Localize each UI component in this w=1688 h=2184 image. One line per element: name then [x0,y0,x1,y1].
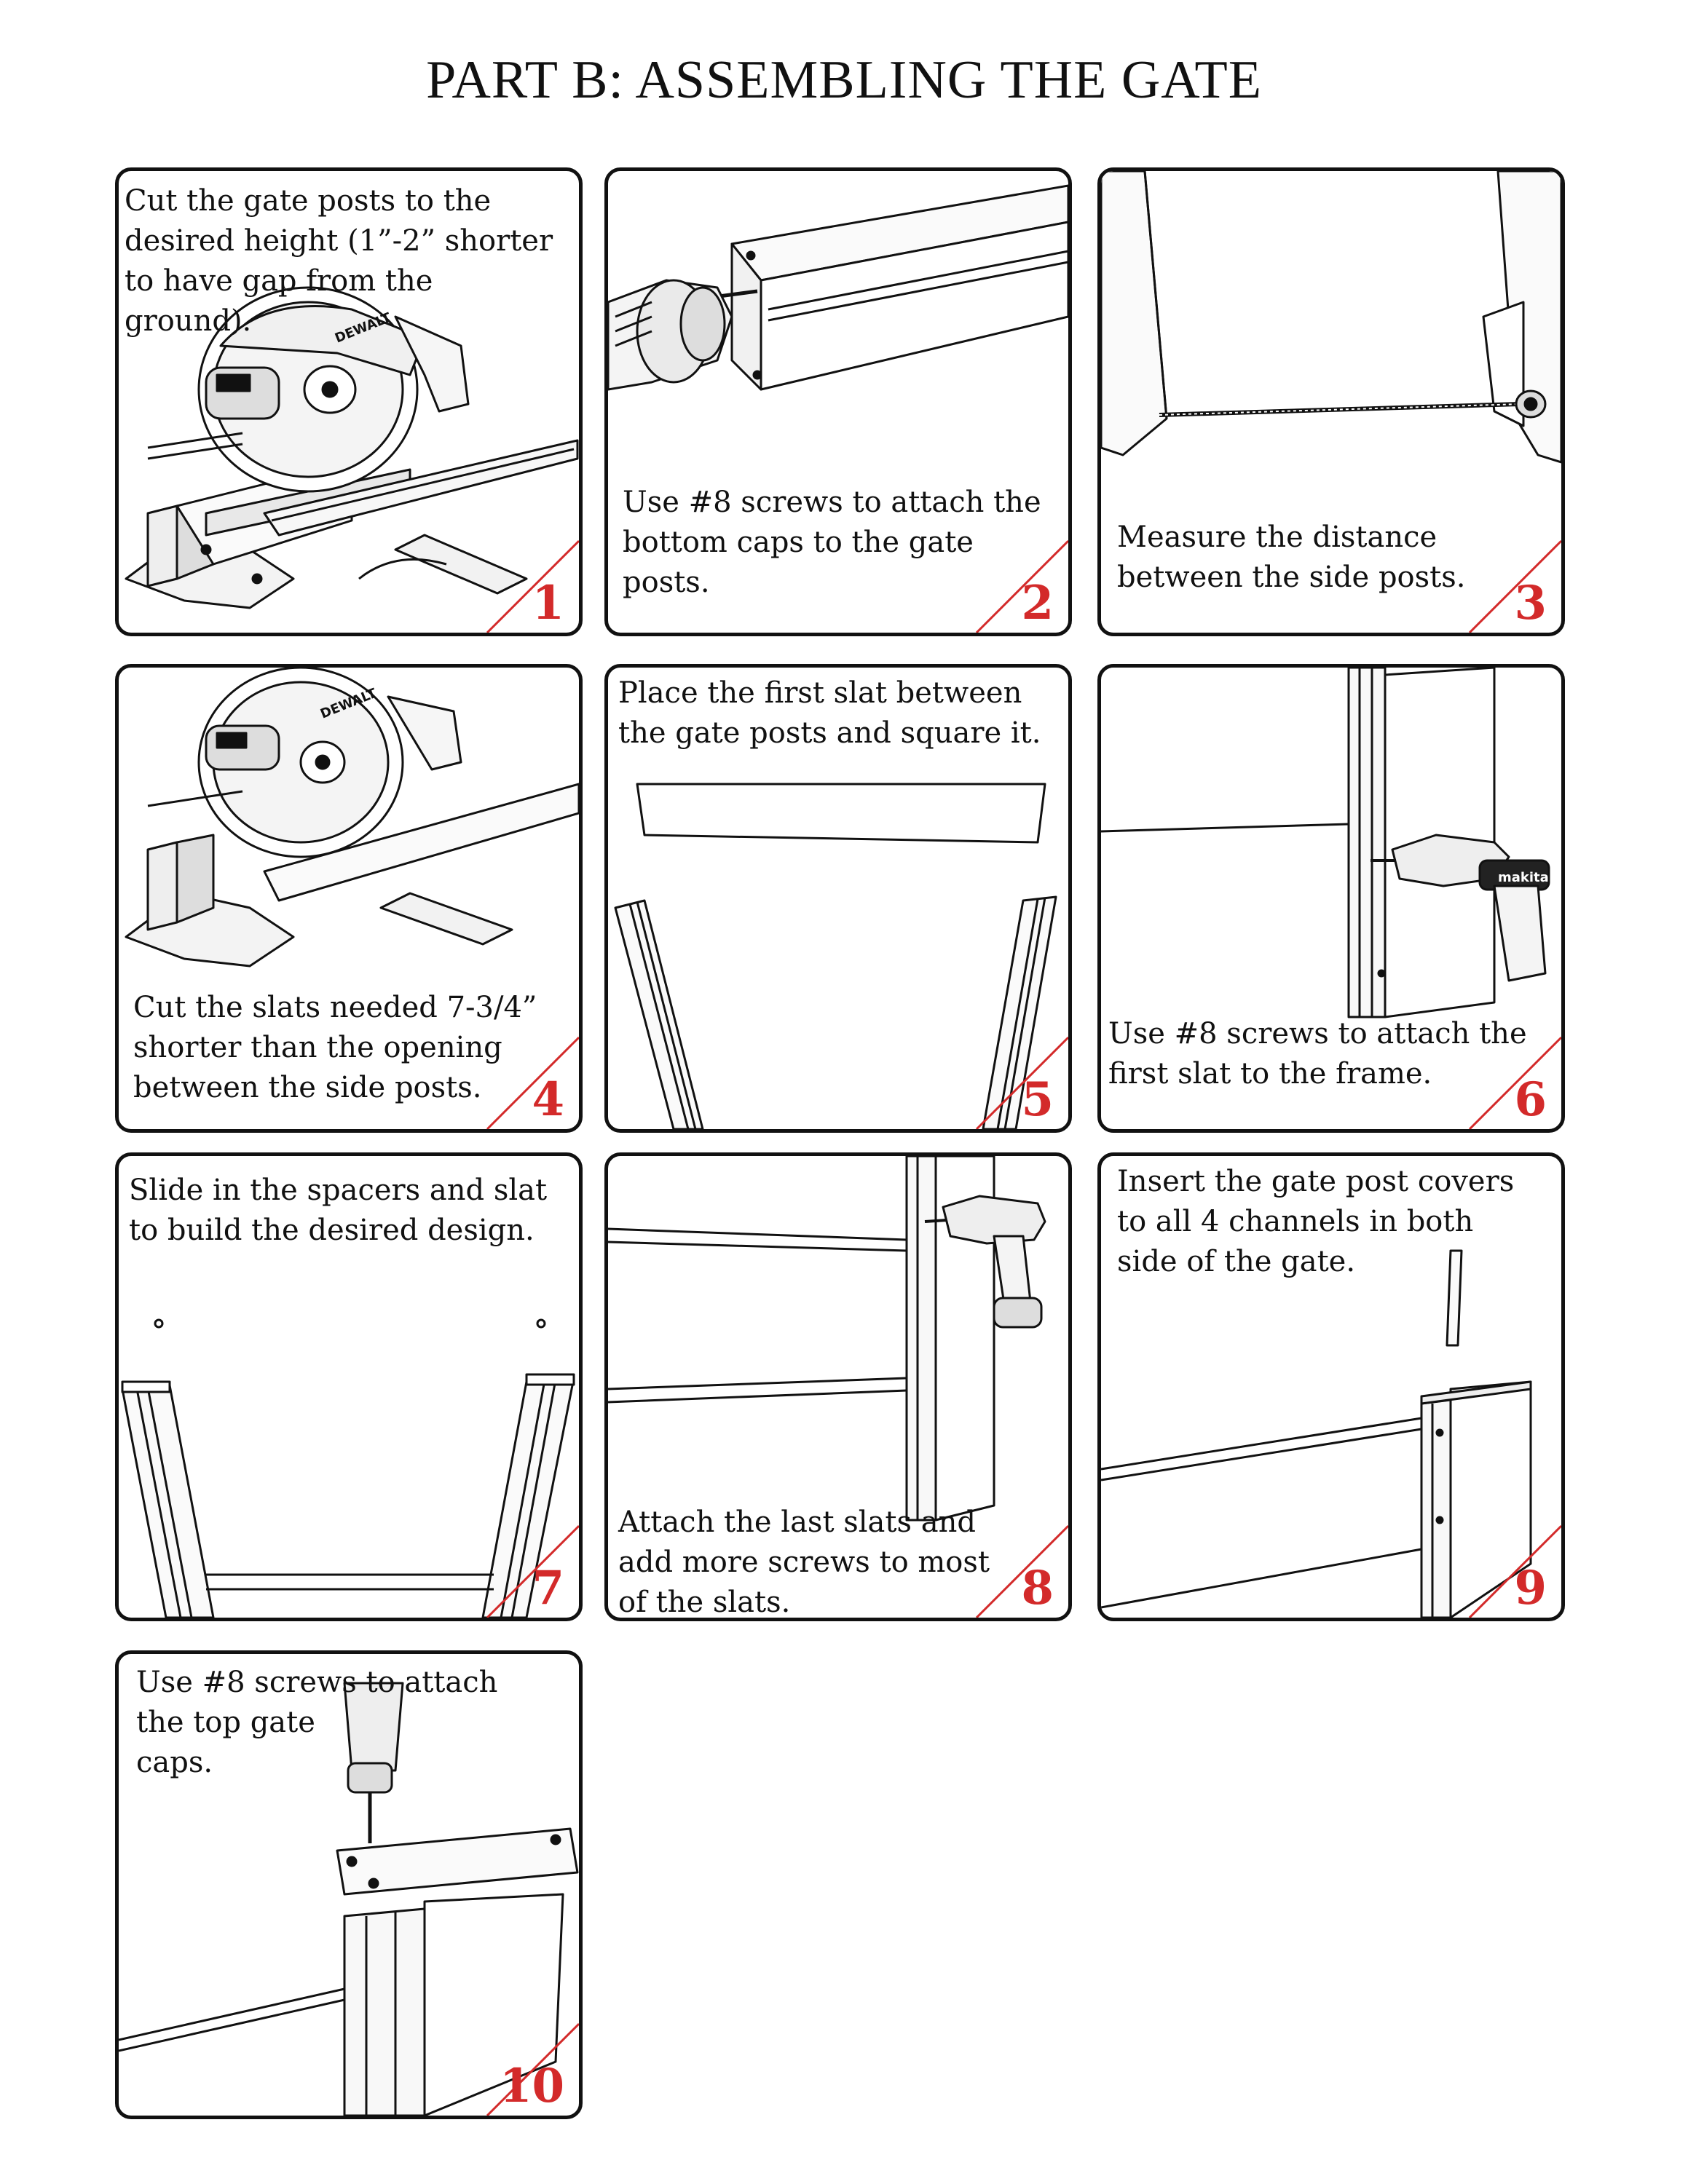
step-3-caption: Measure the distance between the side posts. [1117,521,1466,594]
step-3-number: 3 [1514,576,1547,630]
step-4-number: 4 [532,1072,564,1127]
step-10-caption: Use #8 screws to attach the top gate caps. [136,1666,498,1779]
page-title: PART B: ASSEMBLING THE GATE [426,50,1262,110]
step-2-caption: Use #8 screws to attach the bottom caps to the gate posts. [623,486,1041,599]
step-6-panel [1097,664,1565,1133]
saw-brand-label: DEWALT [333,309,393,347]
step-8-panel [604,1152,1072,1621]
step-5-caption: Place the first slat between the gate posts and square it. [618,676,1041,750]
step-1-caption: Cut the gate posts to the desired height (1”-2” shorter to have gap from the ground). [125,184,553,338]
step-7-number: 7 [532,1561,564,1615]
step-2-panel [604,167,1072,636]
step-1-panel [115,167,583,636]
step-8-number: 8 [1021,1561,1054,1615]
step-7-caption: Slide in the spacers and slat to build the desired design. [129,1174,548,1247]
drill-brand-label: makita [1498,870,1549,885]
step-10-number: 10 [499,2059,564,2113]
step-6-number: 6 [1514,1072,1547,1127]
step-7-panel [115,1152,583,1621]
step-5-panel [604,664,1072,1133]
step-3-panel [1097,167,1565,636]
step-2-number: 2 [1021,576,1054,630]
step-4-panel [115,664,583,1133]
saw-brand-label-2: DEWALT [318,685,379,722]
step-5-number: 5 [1021,1072,1054,1127]
step-6-caption: Use #8 screws to attach the first slat to the frame. [1108,1017,1527,1091]
step-4-caption: Cut the slats needed 7-3/4” shorter than the opening between the side posts. [133,991,537,1104]
step-10-panel [115,1650,583,2119]
step-8-caption: Attach the last slats and add more screws to most of the slats. [618,1506,990,1619]
step-1-number: 1 [532,576,564,630]
step-9-panel [1097,1152,1565,1621]
step-9-caption: Insert the gate post covers to all 4 channels in both side of the gate. [1117,1165,1515,1278]
step-9-number: 9 [1514,1561,1547,1615]
